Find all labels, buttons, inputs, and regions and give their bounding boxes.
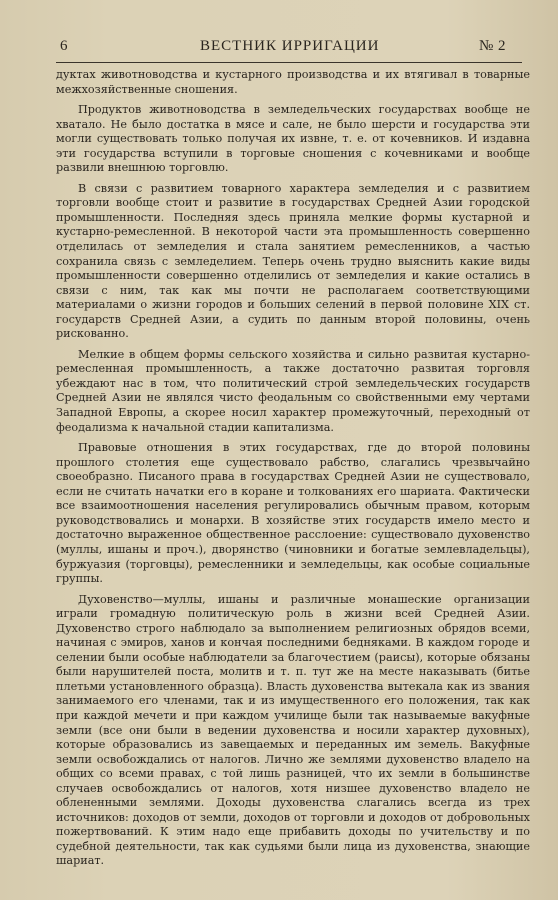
journal-title: ВЕСТНИК ИРРИГАЦИИ — [200, 38, 380, 54]
page-header — [60, 38, 522, 58]
page-number: 6 — [60, 38, 68, 54]
paragraph-1: дуктах животноводства и кустарного производства и их втягивал в товарные межхозяйственные сношения. — [56, 68, 530, 96]
paragraph-4: Мелкие в общем формы сельского хозяйства и сильно развитая кустарно-ремесленная промышленность, а также достаточно развитая торговля убеждают нас в том, что политический строй земледельческих государств Средней Азии не являлся чисто феодальным со свойственными ему чертами Западной Европы, а скорее носил характер промежуточный, переходный от феодализма к начальной стадии капитализма. — [56, 347, 530, 434]
paragraph-6: Духовенство—муллы, ишаны и различные монашеские организации играли громадную политическую роль в жизни всей Средней Азии. Духовенство строго наблюдало за выполнением религиозных обрядов всеми, начиная с эмиров, ханов и кончая последними бедняками. В каждом городе и селении были особые наблюдатели за благочестием (раисы), которые обязаны были нарушителей поста, молитв и т. п. тут же на месте наказывать (битье плетьми установленного образца). Власть духовенства вытекала как из звания занимаемого его членами, так и из имущественного его положения, так как при каждой мечети и при каждом училище были так называемые вакуфные земли (все они были в ведении духовенства и носили характер духовных), которые образовались из завещаемых и переданных им земель. Вакуфные земли освобождались от налогов. Лично же землями духовенство владело на общих со всеми правах, с той лишь разницей, что их земли в большинстве случаев освобождались от налогов, хотя низшее духовенство владело не облененными землями. Доходы духовенства слагались всегда из трех источников: доходов от земли, доходов от торговли и доходов от добровольных пожертвований. К этим надо еще прибавить доходы по учительству и по судебной деятельности, так как судьями были лица из духовенства, знающие шариат. — [56, 592, 530, 868]
paragraph-2: Продуктов животноводства в земледельческих государствах вообще не хватало. Не было достатка в мясе и сале, не было шерсти и государства эти могли существовать только получая их извне, т. е. от кочевников. И издавна эти государства вступили в торговые сношения с кочевниками и вообще развили внешнюю торговлю. — [56, 103, 530, 175]
paragraph-3: В связи с развитием товарного характера земледелия и с развитием торговли вообще стоит и развитие в государствах Средней Азии городской промышленности. Последняя здесь приняла мелкие формы кустарной и кустарно-ремесленной. В некоторой части эта промышленность совершенно отделилась от земледелия и стала занятием ремесленников, а частью сохранила связь с земледелием. Теперь очень трудно выяснить какие виды промышленности совершенно отделились от земледелия и какие остались в связи с ним, так как мы почти не располагаем соответствующими материалами о жизни городов и больших селений в первой половине XIX ст. государств Средней Азии, а судить по данным второй половины, очень рискованно. — [56, 181, 530, 341]
paragraph-5: Правовые отношения в этих государствах, где до второй половины прошлого столетия еще существовало рабство, слагались чрезвычайно своеобразно. Писаного права в государствах Средней Азии не существовало, если не считать начатки его в коране и толкованиях его шариата. Фактически все взаимоотношения населения регулировались обычным правом, которым руководствовались и монархи. В хозяйстве этих государств имело место и достаточно выраженное общественное расслоение: существовало духовенство (муллы, ишаны и проч.), дворянство (чиновники и богатые землевладельцы), буржуазия (торговцы), ремесленники и земледельцы, как особые социальные группы. — [56, 441, 530, 586]
issue-number: № 2 — [478, 38, 506, 54]
header-rule — [56, 62, 522, 63]
article-body — [56, 68, 530, 875]
